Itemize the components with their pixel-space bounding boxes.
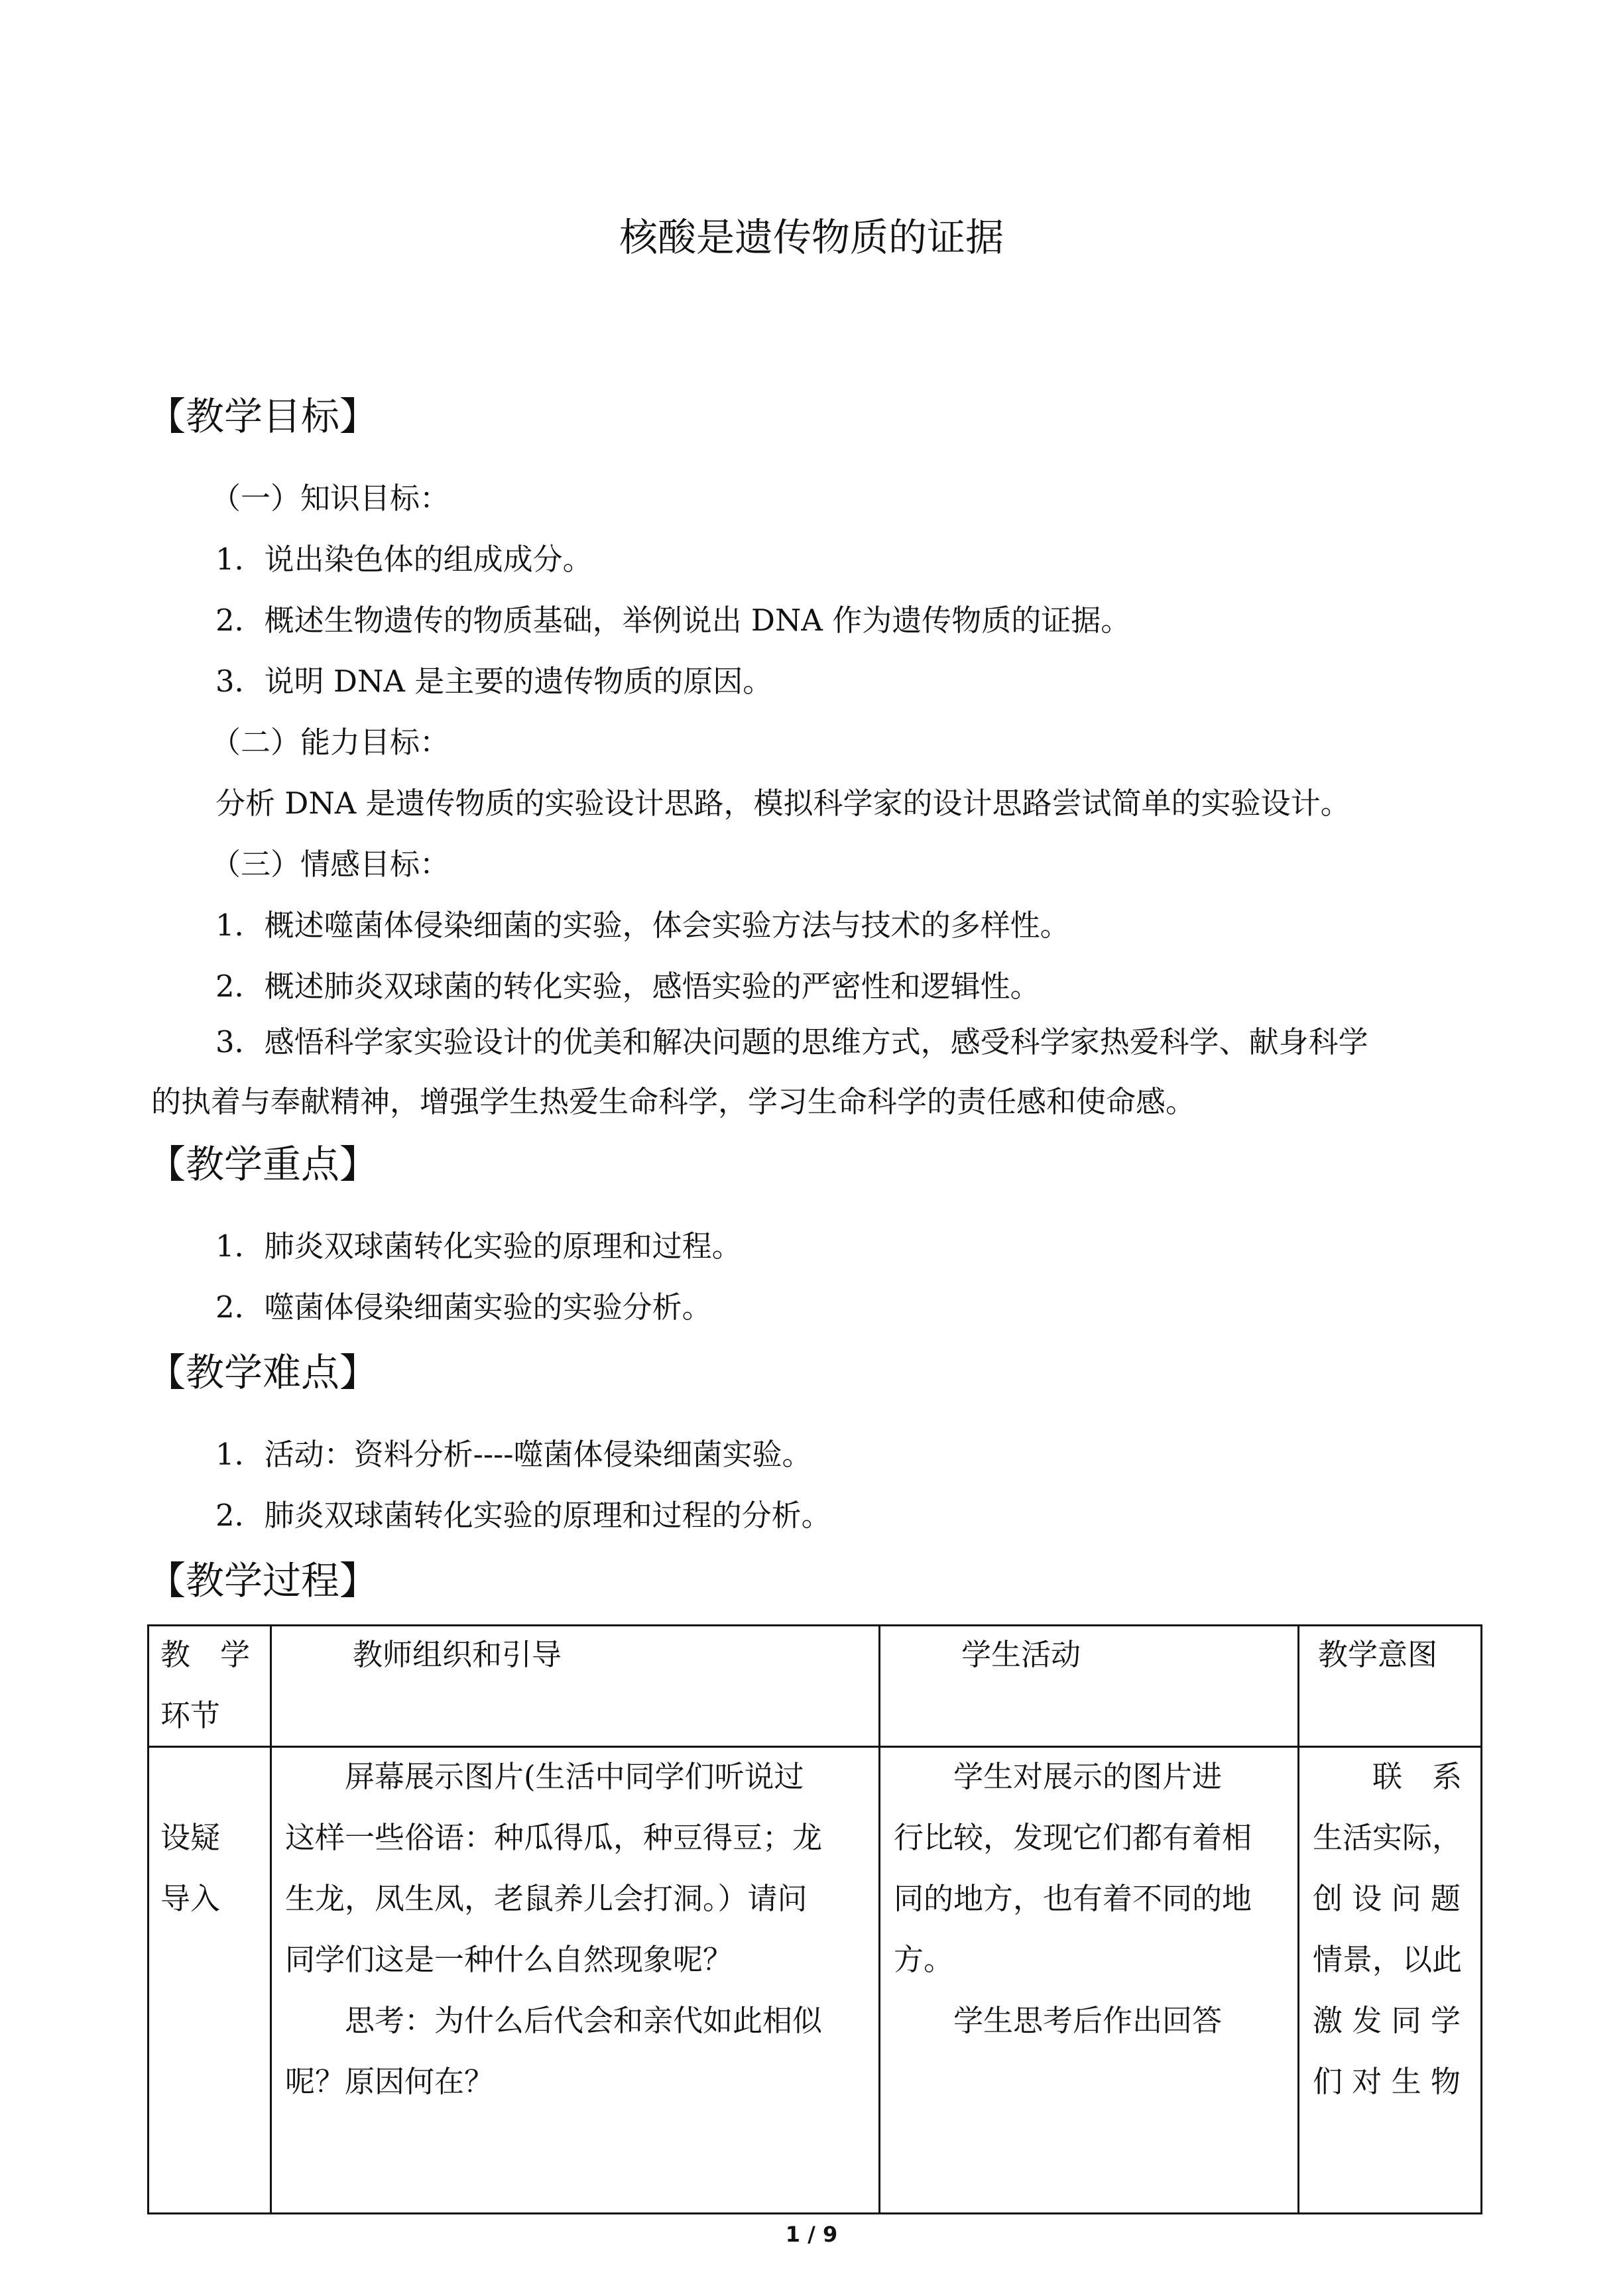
row-stage (160, 1746, 260, 1929)
emotion-heading: （三）情感目标： (211, 847, 450, 882)
table-border-right (1480, 1624, 1482, 2214)
intent-line: 们 对 生 物 (1313, 2064, 1461, 2099)
knowledge-heading: （一）知识目标： (211, 481, 450, 516)
key-point-item: 1．肺炎双球菌转化实验的原理和过程。 (215, 1229, 742, 1264)
intent-line: 联 系 (1313, 1759, 1463, 1794)
header-teacher: 教师组织和引导 (353, 1637, 562, 1672)
header-stage-line: 环节 (160, 1698, 221, 1733)
row-stage-line: 导入 (160, 1881, 221, 1916)
teaching-process-table (147, 1624, 1482, 2214)
table-border-left (147, 1624, 149, 2214)
row-teacher (285, 1746, 869, 2112)
header-intent: 教学意图 (1318, 1637, 1438, 1672)
intent-line: 情景，以此 (1313, 1942, 1463, 1977)
teacher-line: 这样一些俗语：种瓜得瓜，种豆得豆；龙 (285, 1820, 823, 1855)
row-stage-line: 设疑 (160, 1820, 221, 1855)
student-line: 同的地方，也有着不同的地 (894, 1881, 1252, 1916)
section-heading-difficulties: 【教学难点】 (147, 1350, 379, 1395)
emotion-item: 1．概述噬菌体侵染细菌的实验，体会实验方法与技术的多样性。 (215, 908, 1070, 943)
table-border-top (147, 1624, 1482, 1626)
header-student: 学生活动 (961, 1637, 1081, 1672)
difficulty-item: 2．肺炎双球菌转化实验的原理和过程的分析。 (215, 1498, 831, 1533)
emotion-item: 2．概述肺炎双球菌的转化实验，感悟实验的严密性和逻辑性。 (215, 969, 1040, 1004)
intent-line: 激 发 同 学 (1313, 2003, 1461, 2038)
key-point-item: 2．噬菌体侵染细菌实验的实验分析。 (215, 1290, 712, 1325)
section-heading-process: 【教学过程】 (147, 1558, 379, 1603)
intent-line: 创 设 问 题 (1313, 1881, 1461, 1916)
row-intent (1313, 1746, 1472, 2112)
page-number: 1 / 9 (785, 2222, 838, 2247)
teacher-line: 同学们这是一种什么自然现象呢？ (285, 1942, 733, 1977)
student-line: 行比较，发现它们都有着相 (894, 1820, 1252, 1855)
teacher-line: 思考：为什么后代会和亲代如此相似 (285, 2003, 823, 2038)
header-stage-line: 教 学 (160, 1637, 251, 1672)
student-line: 学生对展示的图片进 (894, 1759, 1223, 1794)
row-student (894, 1746, 1292, 2051)
ability-heading: （二）能力目标： (211, 725, 450, 760)
teacher-line: 屏幕展示图片(生活中同学们听说过 (285, 1759, 804, 1794)
student-line: 学生思考后作出回答 (894, 2003, 1223, 2038)
knowledge-item: 1．说出染色体的组成成分。 (215, 542, 593, 577)
table-col-divider (1297, 1624, 1299, 2214)
table-col-divider (878, 1624, 880, 2214)
difficulty-item: 1．活动：资料分析----噬菌体侵染细菌实验。 (215, 1437, 812, 1472)
ability-text: 分析 DNA 是遗传物质的实验设计思路，模拟科学家的设计思路尝试简单的实验设计。 (215, 786, 1351, 821)
knowledge-item: 2．概述生物遗传的物质基础，举例说出 DNA 作为遗传物质的证据。 (215, 603, 1131, 638)
knowledge-item: 3．说明 DNA 是主要的遗传物质的原因。 (215, 664, 773, 699)
teacher-line: 呢？原因何在？ (285, 2064, 495, 2099)
emotion-item: 3．感悟科学家实验设计的优美和解决问题的思维方式，感受科学家热爱科学、献身科学 (215, 1024, 1368, 1059)
intent-line: 生活实际， (1313, 1820, 1463, 1855)
emotion-item-continued: 的执着与奉献精神，增强学生热爱生命科学，学习生命科学的责任感和使命感。 (151, 1084, 1196, 1119)
page-title: 核酸是遗传物质的证据 (619, 215, 1004, 260)
header-stage (160, 1624, 260, 1746)
section-heading-key-points: 【教学重点】 (147, 1142, 379, 1187)
table-border-bottom (147, 2212, 1482, 2214)
teacher-line: 生龙，凤生凤，老鼠养儿会打洞。）请问 (285, 1881, 808, 1916)
section-heading-objectives: 【教学目标】 (147, 394, 379, 439)
table-col-divider (270, 1624, 272, 2214)
student-line: 方。 (894, 1942, 954, 1977)
